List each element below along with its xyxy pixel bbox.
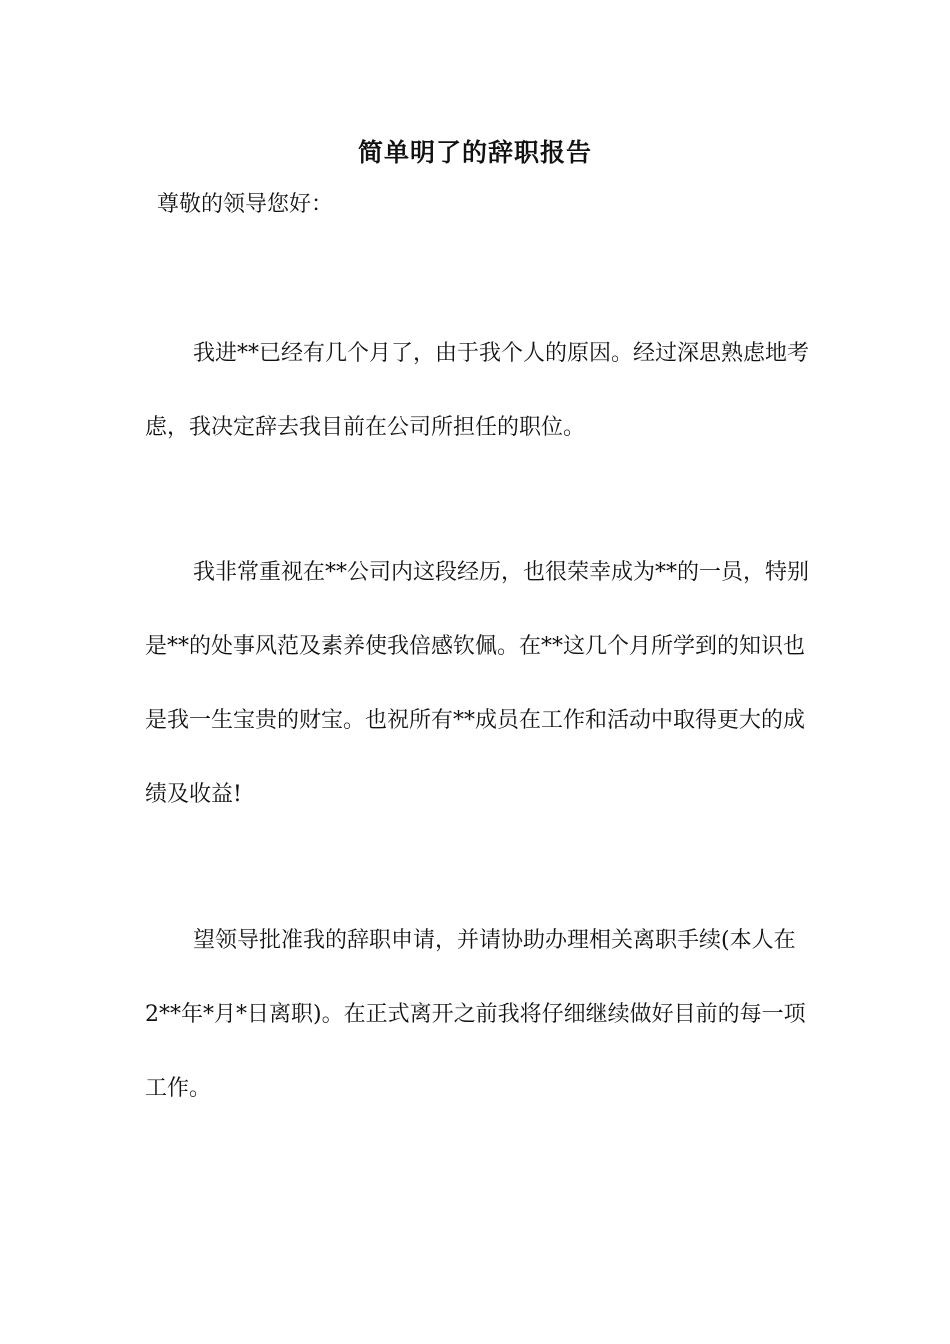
greeting-line: 尊敬的领导您好： — [157, 192, 334, 217]
paragraph-2: 我非常重视在**公司内这段经历，也很荣幸成为**的一员，特别是**的处事风范及素养使我倍感钦佩。在**这几个月所学到的知识也是我一生宝贵的财宝。也祝所有**成员在工作和活动中取得更大的成绩及收益! — [145, 560, 810, 807]
paragraph-3: 望领导批准我的辞职申请，并请协助办理相关离职手续(本人在 2**年*月*日离职)。在正式离开之前我将仔细继续做好目前的每一项工作。 — [145, 928, 806, 1101]
document-title: 简单明了的辞职报告 — [357, 138, 592, 167]
paragraph-1: 我进**已经有几个月了，由于我个人的原因。经过深思熟虑地考虑，我决定辞去我目前在公司所担任的职位。 — [145, 341, 810, 440]
